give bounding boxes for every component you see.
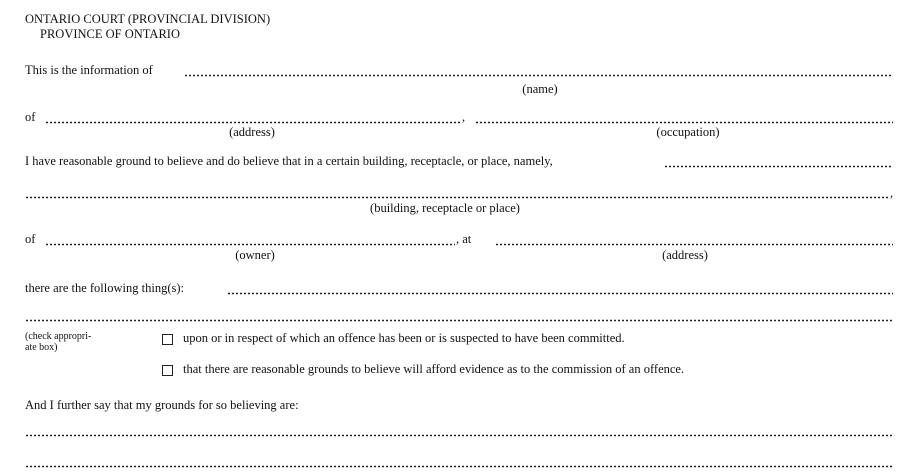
occupation-caption: (occupation) xyxy=(656,125,720,139)
place-caption: (building, receptacle or place) xyxy=(370,201,520,215)
of-label: of xyxy=(25,110,36,124)
owner-caption: (owner) xyxy=(235,248,275,262)
name-caption: (name) xyxy=(522,82,558,96)
at-label: , at xyxy=(456,232,472,246)
belief-text: I have reasonable ground to believe and do believe that in a certain building, receptacle, or place, namely, xyxy=(25,154,553,168)
grounds-field-1[interactable] xyxy=(25,434,893,437)
option1-text: upon or in respect of which an offence has been or is suspected to have been committed. xyxy=(183,331,625,345)
comma: , xyxy=(462,110,466,124)
check-note-2: ate box) xyxy=(25,342,58,353)
place-field[interactable] xyxy=(25,196,889,199)
grounds-label: And I further say that my grounds for so believing are: xyxy=(25,398,299,412)
things-field[interactable] xyxy=(227,292,893,295)
option2-text: that there are reasonable grounds to believe will afford evidence as to the commission of an offence. xyxy=(183,362,685,376)
province-title: PROVINCE OF ONTARIO xyxy=(40,27,180,41)
check-note-1: (check appropri- xyxy=(25,331,92,342)
owner-address-field[interactable] xyxy=(495,243,893,246)
grounds-field-2[interactable] xyxy=(25,465,893,468)
checkbox-option2[interactable] xyxy=(162,365,173,376)
place-field-start[interactable] xyxy=(664,165,893,168)
owner-address-caption: (address) xyxy=(662,248,708,262)
info-label: This is the information of xyxy=(25,63,153,77)
trailing-comma: , xyxy=(890,186,894,200)
things-field-2[interactable] xyxy=(25,319,893,322)
occupation-field[interactable] xyxy=(475,121,893,124)
address-caption: (address) xyxy=(229,125,275,139)
court-title: ONTARIO COURT (PROVINCIAL DIVISION) xyxy=(25,12,271,26)
things-label: there are the following thing(s): xyxy=(25,281,184,295)
address-field[interactable] xyxy=(45,121,460,124)
checkbox-option1[interactable] xyxy=(162,334,173,345)
owner-field[interactable] xyxy=(45,243,455,246)
of-label-2: of xyxy=(25,232,36,246)
name-field[interactable] xyxy=(184,74,893,77)
